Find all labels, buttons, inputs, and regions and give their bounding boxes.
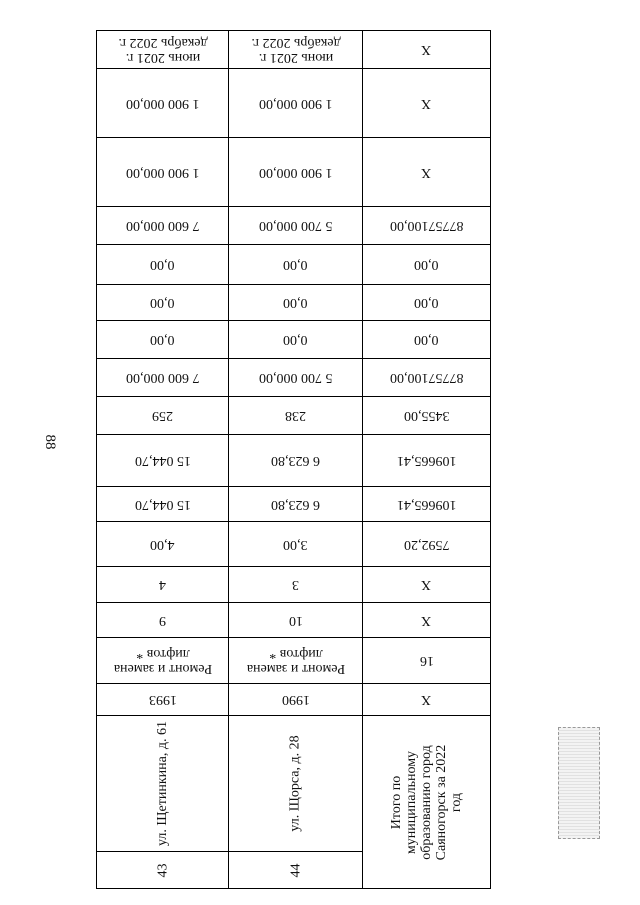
residents-text: 238 [285,408,306,423]
specific-cost-text: Х [421,164,432,180]
period-cell [228,30,362,68]
fund-fsr-text: 0,00 [283,332,308,347]
work-type-text: Ремонт и замена лифтов * [246,645,345,676]
period-text: июнь 2021 г. декабрь 2022 г. [117,34,208,65]
fund-owners-text: 7 600 000,00 [125,218,200,233]
table-row [96,30,228,877]
specific-cost-cell [362,137,491,206]
row-number-text: 43 [155,863,170,877]
living-area-text: 109665,41 [396,453,457,468]
entrances-cell [228,566,362,602]
work-type-cell [362,637,491,683]
fund-local-text: 0,00 [150,257,175,272]
address-cell [228,715,362,851]
total-area-text: 15 044,70 [134,496,191,512]
year-cell [228,683,362,715]
period-text: Х [421,42,432,57]
entrances-text: Х [421,577,432,592]
fund-fsr-cell [96,320,228,358]
residents-cell [96,396,228,434]
row-number-text: 44 [288,863,303,877]
floors-cell [362,602,491,637]
fund-fsr-text: 0,00 [414,332,439,347]
work-type-text: Ремонт и замена лифтов * [113,645,212,676]
floors-text: 10 [288,612,303,628]
specific-cost-text: 1 900 000,00 [125,164,200,180]
year-text: 1990 [281,692,310,707]
fund-local-cell [96,244,228,284]
row-number-cell [228,851,362,889]
specific-cost-text: 1 900 000,00 [258,164,333,180]
total-label-text: Итого по муниципальному образованию город Саяногорск за 2022 год [389,744,464,860]
total-row [362,30,491,859]
scanned-stamp [558,727,600,839]
total-label-cell [362,715,491,889]
residents-cell [362,396,491,434]
fund-fsr-cell [362,320,491,358]
specific-cost-cell [228,137,362,206]
living-area-cell [228,434,362,486]
cost-total-text: 7 600 000,00 [125,370,200,385]
fund-local-text: 0,00 [414,257,439,272]
limit-cost-text: Х [421,95,432,111]
row-number-cell [96,851,228,889]
address-cell [96,715,228,851]
floors-cell [96,602,228,637]
fund-budget-cell [228,284,362,320]
residents-text: 3455,00 [403,408,450,423]
living-area-text: 6 623,80 [271,453,320,468]
lifts-count-cell [96,521,228,566]
lifts-count-text: 7592,20 [403,536,450,552]
specific-cost-cell [96,137,228,206]
lifts-count-text: 3,00 [283,536,308,552]
entrances-cell [96,566,228,602]
fund-local-text: 0,00 [283,257,308,272]
work-type-text: 16 [419,653,434,668]
living-area-cell [362,434,491,486]
entrances-cell [362,566,491,602]
fund-owners-cell [228,206,362,244]
period-cell [362,30,491,68]
fund-budget-text: 0,00 [150,295,175,310]
fund-local-cell [228,244,362,284]
year-cell [96,683,228,715]
fund-fsr-text: 0,00 [150,332,175,347]
total-area-cell [96,486,228,521]
total-area-cell [228,486,362,521]
page-number: 88 [42,434,58,450]
lift-repair-table [96,30,491,877]
cost-total-cell [96,358,228,396]
limit-cost-cell [362,68,491,137]
living-area-text: 15 044,70 [134,453,191,468]
fund-owners-cell [362,206,491,244]
period-text: июнь 2021 г. декабрь 2022 г. [250,34,341,65]
cost-total-cell [228,358,362,396]
address-text: ул. Щетинкина, д. 61 [155,721,170,846]
cost-total-text: 87757100,00 [389,370,464,385]
limit-cost-cell [96,68,228,137]
entrances-text: 4 [159,577,166,592]
entrances-text: 3 [292,577,299,592]
limit-cost-text: 1 900 000,00 [125,95,200,111]
year-cell [362,683,491,715]
lifts-count-text: 4,00 [150,536,175,552]
total-area-text: 6 623,80 [271,496,320,512]
residents-text: 259 [152,408,173,423]
work-type-cell [96,637,228,683]
floors-cell [228,602,362,637]
year-text: Х [421,692,432,707]
residents-cell [228,396,362,434]
fund-budget-cell [96,284,228,320]
limit-cost-cell [228,68,362,137]
fund-local-cell [362,244,491,284]
fund-budget-text: 0,00 [414,295,439,310]
lifts-count-cell [228,521,362,566]
year-text: 1993 [148,692,177,707]
cost-total-text: 5 700 000,00 [258,370,333,385]
address-text: ул. Щорса, д. 28 [288,735,303,832]
lifts-count-cell [362,521,491,566]
floors-text: 9 [159,612,166,628]
total-area-text: 109665,41 [396,496,457,512]
work-type-cell [228,637,362,683]
cost-total-cell [362,358,491,396]
period-cell [96,30,228,68]
fund-owners-text: 87757100,00 [389,218,464,233]
limit-cost-text: 1 900 000,00 [258,95,333,111]
fund-owners-cell [96,206,228,244]
floors-text: Х [421,612,432,628]
fund-budget-cell [362,284,491,320]
fund-fsr-cell [228,320,362,358]
fund-owners-text: 5 700 000,00 [258,218,333,233]
total-area-cell [362,486,491,521]
living-area-cell [96,434,228,486]
table-row [228,30,362,877]
fund-budget-text: 0,00 [283,295,308,310]
